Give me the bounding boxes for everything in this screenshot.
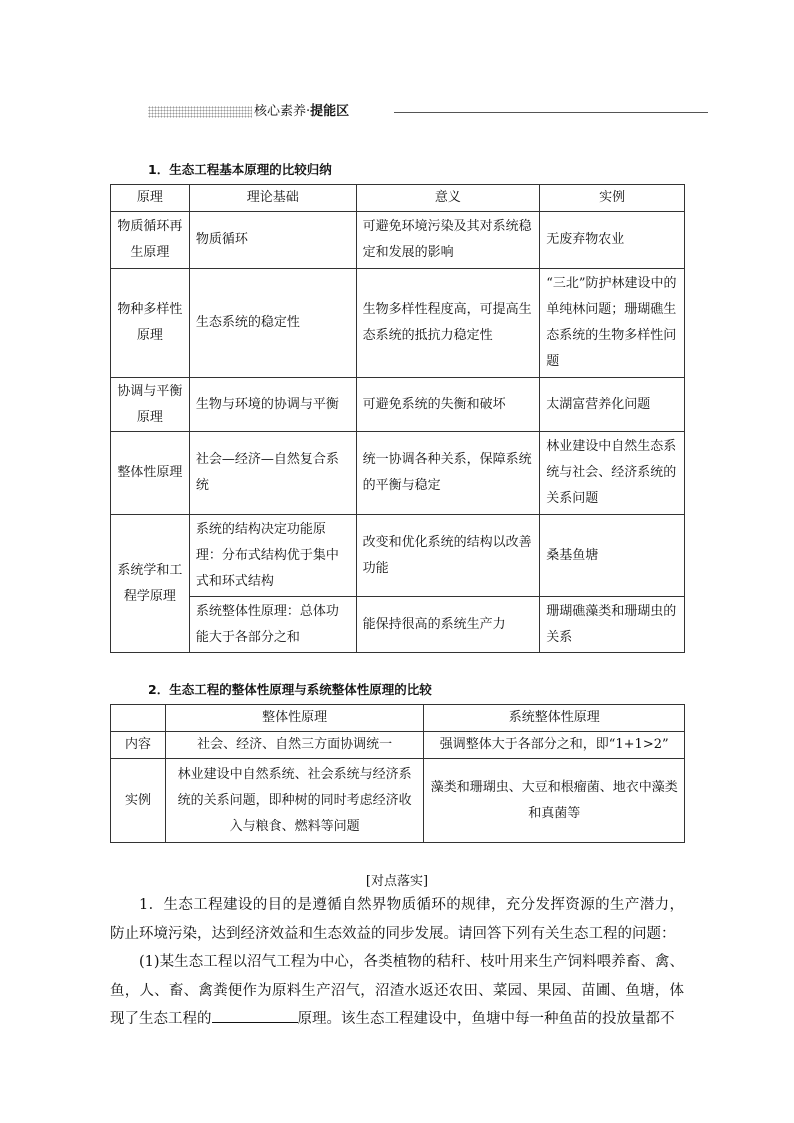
column-header: 原理 [111, 185, 190, 212]
header-rule [394, 112, 708, 113]
system-holistic-cell: 藻类和珊瑚虫、大豆和根瘤菌、地衣中藻类和真菌等 [424, 759, 685, 843]
answer-blank [212, 1007, 298, 1023]
table-header-row [111, 185, 685, 212]
table-row [111, 378, 685, 432]
basis-cell: 生态系统的稳定性 [189, 269, 356, 378]
table-header-row [111, 705, 685, 732]
example-cell: 桑基鱼塘 [540, 515, 685, 597]
meaning-cell: 生物多样性程度高，可提高生态系统的抵抗力稳定性 [356, 269, 540, 378]
column-header: 实例 [540, 185, 685, 212]
section-header [148, 104, 708, 120]
basis-cell: 社会—经济—自然复合系统 [189, 432, 356, 515]
principles-table [110, 184, 685, 653]
section2-title: 2．生态工程的整体性原理与系统整体性原理的比较 [148, 682, 432, 697]
example-cell: 无废弃物农业 [540, 212, 685, 269]
basis-cell: 生物与环境的协调与平衡 [189, 378, 356, 432]
table-row [111, 759, 685, 843]
row-label: 实例 [111, 759, 166, 843]
meaning-cell: 改变和优化系统的结构以改善功能 [356, 515, 540, 597]
column-header: 理论基础 [189, 185, 356, 212]
holistic-principle-cell: 林业建设中自然系统、社会系统与经济系统的关系问题，即种树的同时考虑经济收入与粮食、燃料等问题 [165, 759, 423, 843]
table-row [111, 269, 685, 378]
meaning-cell: 统一协调各种关系，保障系统的平衡与稳定 [356, 432, 540, 515]
principle-cell: 整体性原理 [111, 432, 190, 515]
meaning-cell: 能保持很高的系统生产力 [356, 597, 540, 653]
example-cell: “三北”防护林建设中的单纯林问题；珊瑚礁生态系统的生物多样性问题 [540, 269, 685, 378]
holistic-principle-cell: 社会、经济、自然三方面协调统一 [165, 732, 423, 759]
table-row [111, 432, 685, 515]
column-header: 整体性原理 [165, 705, 423, 732]
basis-cell: 物质循环 [189, 212, 356, 269]
example-cell: 林业建设中自然生态系统与社会、经济系统的关系问题 [540, 432, 685, 515]
table-row [111, 515, 685, 597]
table-row [111, 732, 685, 759]
meaning-cell: 可避免系统的失衡和破坏 [356, 378, 540, 432]
question-intro: 1．生态工程建设的目的是遵循自然界物质循环的规律，充分发挥资源的生产潜力，防止环境污染，达到经济效益和生态效益的同步发展。请回答下列有关生态工程的问题： [110, 897, 684, 942]
meaning-cell: 可避免环境污染及其对系统稳定和发展的影响 [356, 212, 540, 269]
example-cell: 珊瑚礁藻类和珊瑚虫的关系 [540, 597, 685, 653]
principle-cell: 物种多样性原理 [111, 269, 190, 378]
table-row [111, 597, 685, 653]
section1-title: 1．生态工程基本原理的比较归纳 [148, 162, 332, 177]
comparison-table [110, 704, 685, 843]
system-holistic-cell: 强调整体大于各部分之和，即“1+1>2” [424, 732, 685, 759]
example-cell: 太湖富营养化问题 [540, 378, 685, 432]
column-header: 意义 [356, 185, 540, 212]
principle-cell: 系统学和工程学原理 [111, 515, 190, 653]
row-label: 内容 [111, 732, 166, 759]
principle-cell: 物质循环再生原理 [111, 212, 190, 269]
question-text: 原理。该生态工程建设中，鱼塘中每一种鱼苗的投放量都不 [297, 1011, 675, 1027]
basis-cell: 系统整体性原理：总体功能大于各部分之和 [189, 597, 356, 653]
question-text: (1)某生态工程以沼气工程为中心，各类植物的秸秆、枝叶用来生产饲料喂养畜、禽、鱼，人、畜、禽粪便作为原料生产沼气，沼渣水返还农田、菜园、果园、苗圃、鱼塘，体现了生态工程的 [110, 954, 684, 1027]
section-header-title: 核心素养·提能区 [254, 104, 350, 119]
principle-cell: 协调与平衡原理 [111, 378, 190, 432]
basis-cell: 系统的结构决定功能原理：分布式结构优于集中式和环式结构 [189, 515, 356, 597]
question-part-1 [110, 948, 684, 1034]
practice-caption: [对点落实] [365, 874, 429, 889]
dotted-decoration [148, 106, 252, 118]
column-header: 系统整体性原理 [424, 705, 685, 732]
column-header [111, 705, 166, 732]
table-row [111, 212, 685, 269]
